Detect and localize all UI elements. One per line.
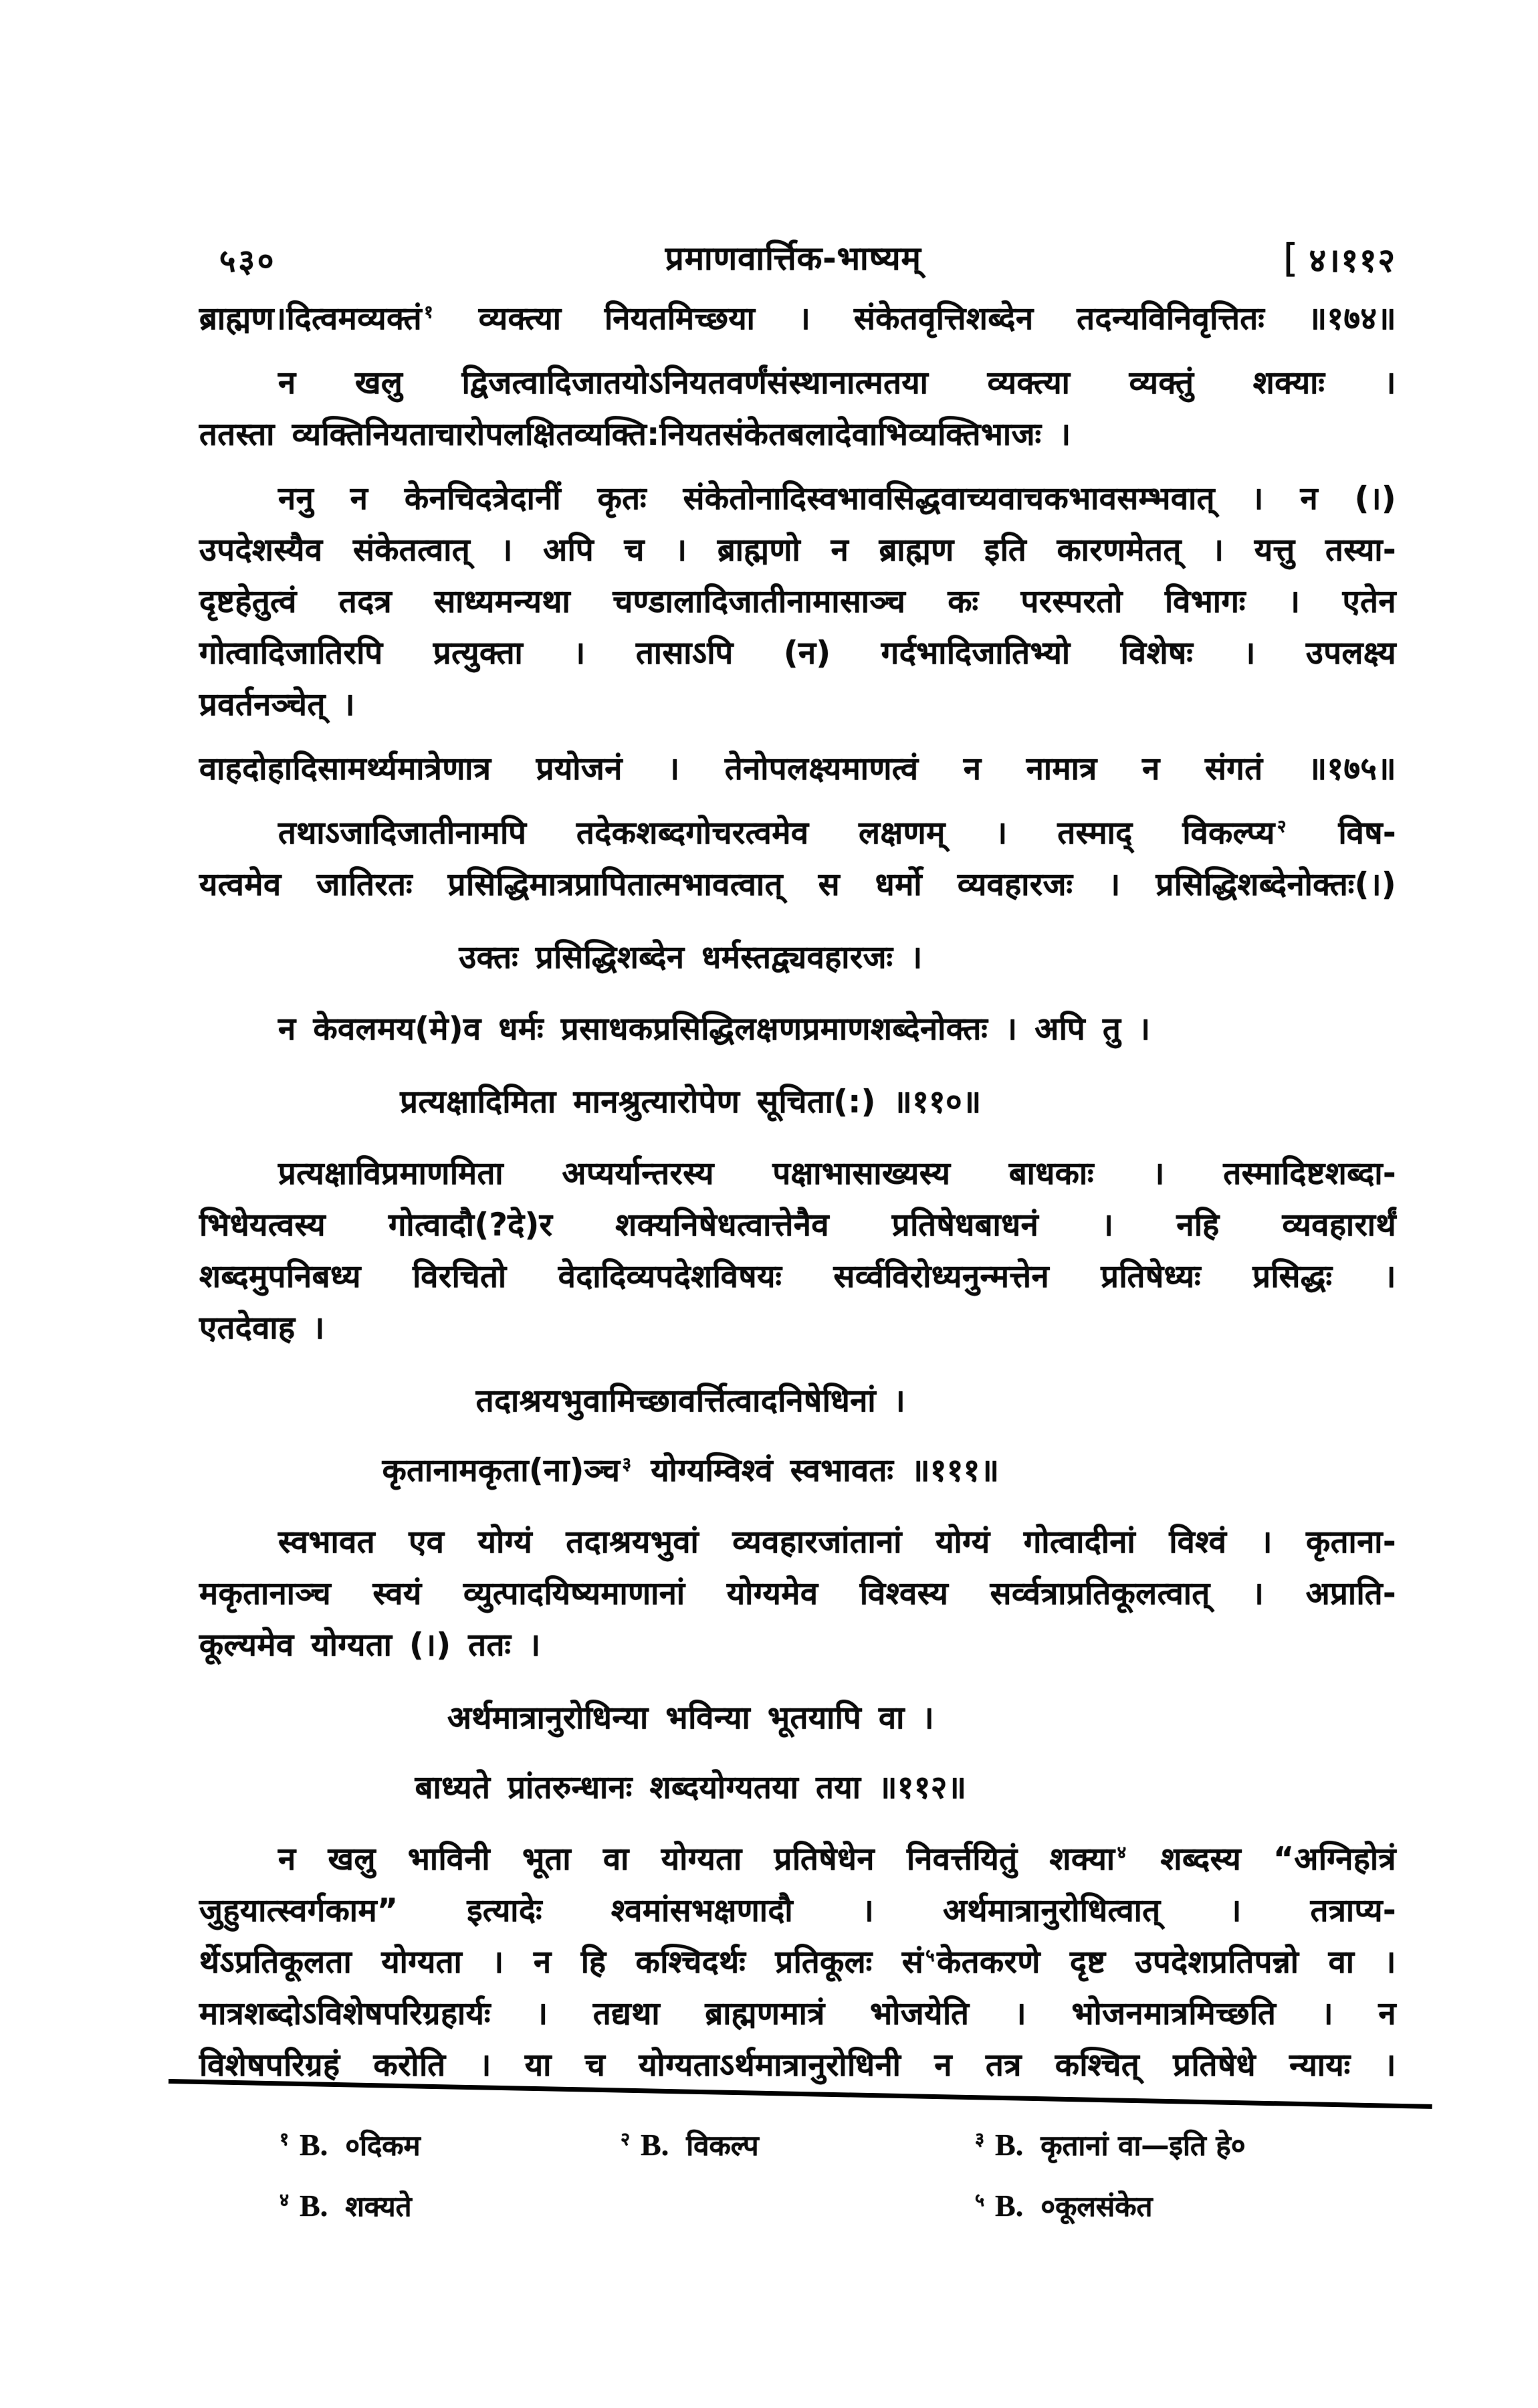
footnote bbox=[280, 2126, 621, 2164]
text-line: ततस्ता व्यक्तिनियताचारोपलक्षितव्यक्ति:नियतसंकेतबलादेवाभिव्यक्तिभाजः । bbox=[199, 416, 1071, 453]
text-line: उपदेशस्यैव संकेतत्वात् । अपि च । ब्राह्मणो न ब्राह्मण इति कारणमेतत् । यत्तु तस्या- bbox=[199, 532, 1396, 569]
footnote-siglum: B. bbox=[641, 2128, 669, 2162]
footnote-siglum: B. bbox=[300, 2189, 328, 2223]
footnote-reading: ०कूलसंकेत bbox=[1040, 2190, 1153, 2223]
text-line: गोत्वादिजातिरपि प्रत्युक्ता । तासाऽपि (न) गर्दभादिजातिभ्यो विशेषः । उपलक्ष्य bbox=[199, 635, 1396, 672]
paragraph bbox=[199, 1148, 1396, 1354]
footnote-row bbox=[280, 2187, 1403, 2225]
text-line: ब्राह्मण।दित्वमव्यक्तं $^१$ व्यक्त्या नियतमिच्छया । संकेतवृत्तिशब्देन तदन्यविनिवृत्तितः ॥१७४॥ bbox=[199, 300, 1396, 337]
text-line: दृष्टहेतुत्वं तदत्र साध्यमन्यथा चण्डालादिजातीनामासाञ्च कः परस्परतो विभागः । एतेन bbox=[199, 583, 1396, 620]
text-line: कूल्यमेव योग्यता (।) ततः । bbox=[199, 1627, 541, 1664]
footnote-index: ३ bbox=[975, 2129, 985, 2150]
text-line: ननु न केनचिदत्रेदानीं कृतः संकेतोनादिस्वभावसिद्धवाच्यवाचकभावसम्भवात् । न (।) bbox=[278, 480, 1396, 517]
footnote-row bbox=[280, 2126, 1403, 2164]
running-title: प्रमाणवार्त्तिक-भाष्यम् bbox=[665, 239, 921, 278]
footnote-index: ४ bbox=[280, 2190, 290, 2211]
text-line: वाहदोहादिसामर्थ्यमात्रेणात्र प्रयोजनं । तेनोपलक्ष्यमाणत्वं न नामात्र न संगतं ॥१७५॥ bbox=[199, 750, 1396, 787]
paragraph bbox=[199, 473, 1396, 730]
footnote-reading: कृतानां वा—इति हे० bbox=[1040, 2129, 1246, 2162]
text-line: शब्दमुपनिबध्य विरचितो वेदादिव्यपदेशविषयः सर्व्वविरोध्यनुन्मत्तेन प्रतिषेध्यः प्रसिद्धः । bbox=[199, 1258, 1396, 1295]
text-line: मकृतानाञ्च स्वयं व्युत्पादयिष्यमाणानां योग्यमेव विश्वस्य सर्व्वत्राप्रतिकूलत्वात् । अप्राति- bbox=[199, 1575, 1396, 1612]
footnote-marker: १ bbox=[424, 302, 434, 323]
verse-line: अर्थमात्रानुरोधिन्या भविन्या भूतयापि वा । bbox=[447, 1700, 935, 1736]
text-line: मात्रशब्दोऽविशेषपरिग्रहार्यः । तद्यथा ब्राह्मणमात्रं भोजयेति । भोजनमात्रमिच्छति । न bbox=[199, 1995, 1396, 2032]
paragraph bbox=[199, 807, 1396, 910]
footnote-reading: ०दिकम bbox=[345, 2129, 421, 2162]
footnote-reading: शक्यते bbox=[345, 2190, 412, 2223]
text-line: भिधेयत्वस्य गोत्वादौ(?दे)र शक्यनिषेधत्वात्तेनैव प्रतिषेधबाधनं । नहि व्यवहारार्थं bbox=[199, 1207, 1396, 1243]
footnote-siglum: B. bbox=[300, 2128, 328, 2162]
bracket-glyph: [ bbox=[1283, 235, 1300, 281]
text-line: विशेषपरिग्रहं करोति । या च योग्यताऽर्थमात्रानुरोधिनी न तत्र कश्चित् प्रतिषेधे न्यायः । bbox=[199, 2047, 1396, 2084]
paragraph bbox=[199, 1833, 1396, 2091]
text-line: तथाऽजादिजातीनामपि तदेकशब्दगोचरत्वमेव लक्षणम् । तस्माद् विकल्प्य $^२$ विष- bbox=[278, 815, 1396, 851]
chapter-verse-locator bbox=[1283, 235, 1396, 282]
verse-block bbox=[199, 1367, 1396, 1506]
footnote-index: २ bbox=[621, 2129, 631, 2150]
footnote-marker: ३ bbox=[622, 1454, 632, 1475]
footnotes-section bbox=[280, 2126, 1403, 2247]
verse-line: उक्तः प्रसिद्धिशब्देन धर्मस्तद्व्यवहारजः । bbox=[459, 939, 923, 976]
footnote-reading: विकल्प bbox=[686, 2129, 759, 2162]
page-header bbox=[201, 235, 1396, 282]
paragraph bbox=[199, 743, 1396, 795]
verse-line: प्रत्यक्षादिमिता मानश्रुत्यारोपेण सूचिता(:) ॥११०॥ bbox=[400, 1084, 982, 1120]
footnote-index: ५ bbox=[975, 2190, 985, 2211]
footnote-marker: ४ bbox=[1117, 1843, 1127, 1864]
text-line: जुहुयात्स्वर्गकाम” इत्यादेः श्वमांसभक्षणादौ । अर्थमात्रानुरोधित्वात् । तत्राप्य- bbox=[199, 1892, 1396, 1929]
footnote-siglum: B. bbox=[995, 2189, 1024, 2223]
verse-line: बाध्यते प्रांतरुन्धानः शब्दयोग्यतया तया ॥११२॥ bbox=[415, 1769, 967, 1806]
text-line: प्रवर्तनञ्चेत् । bbox=[199, 686, 355, 723]
text-line: न केवलमय(मे)व धर्मः प्रसाधकप्रसिद्धिलक्षणप्रमाणशब्देनोक्तः । अपि तु । bbox=[278, 1011, 1151, 1047]
verse-block bbox=[199, 1684, 1396, 1823]
footnote-siglum: B. bbox=[995, 2128, 1024, 2162]
footnote bbox=[975, 2187, 1403, 2225]
footnote-marker: २ bbox=[1277, 817, 1287, 837]
footnote bbox=[975, 2126, 1403, 2164]
verse-block bbox=[199, 1068, 1396, 1137]
verse-block bbox=[199, 923, 1396, 993]
chapter-verse-number: ४।११२ bbox=[1309, 241, 1396, 280]
verse-line: तदाश्रयभुवामिच्छावर्त्तित्वादनिषेधिनां । bbox=[475, 1383, 906, 1419]
paragraph bbox=[199, 357, 1396, 460]
text-line: न खलु द्विजत्वादिजातयोऽनियतवर्णंसंस्थानात्मतया व्यक्त्या व्यक्तुं शक्याः । bbox=[278, 365, 1396, 401]
page-number: ५३० bbox=[219, 243, 277, 280]
text-line: न खलु भाविनी भूता वा योग्यता प्रतिषेधेन निवर्त्तयितुं शक्या $^४$ शब्दस्य “अग्निहोत्रं bbox=[278, 1841, 1396, 1878]
footnote-marker: ५ bbox=[925, 1946, 936, 1967]
footnote bbox=[621, 2126, 975, 2164]
text-line: र्थेऽप्रतिकूलता योग्यता । न हि कश्चिदर्थः प्रतिकूलः सं $^५$केतकरणे दृष्ट उपदेशप्रतिपन्नो वा । bbox=[199, 1944, 1396, 1981]
verse-line: कृतानामकृता(ना)ञ्च $^३$ योग्यम्विश्वं स्वभावतः ॥१११॥ bbox=[382, 1452, 1000, 1489]
text-line: एतदेवाह । bbox=[199, 1310, 325, 1346]
text-line: यत्वमेव जातिरतः प्रसिद्धिमात्रप्रापितात्मभावत्वात् स धर्मो व्यवहारजः । प्रसिद्धिशब्देनोक्तः(।) bbox=[199, 866, 1396, 903]
paragraph bbox=[199, 1516, 1396, 1671]
text-body bbox=[199, 293, 1396, 2104]
paragraph bbox=[199, 293, 1396, 344]
paragraph bbox=[199, 1003, 1396, 1055]
footnote bbox=[280, 2187, 621, 2225]
text-line: स्वभावत एव योग्यं तदाश्रयभुवां व्यवहारजांतानां योग्यं गोत्वादीनां विश्वं । कृताना- bbox=[278, 1524, 1396, 1561]
text-line: प्रत्यक्षाविप्रमाणमिता अप्यर्यान्तरस्य पक्षाभासाख्यस्य बाधकाः । तस्मादिष्टशब्दा- bbox=[278, 1155, 1396, 1192]
footnote-index: १ bbox=[280, 2129, 290, 2150]
